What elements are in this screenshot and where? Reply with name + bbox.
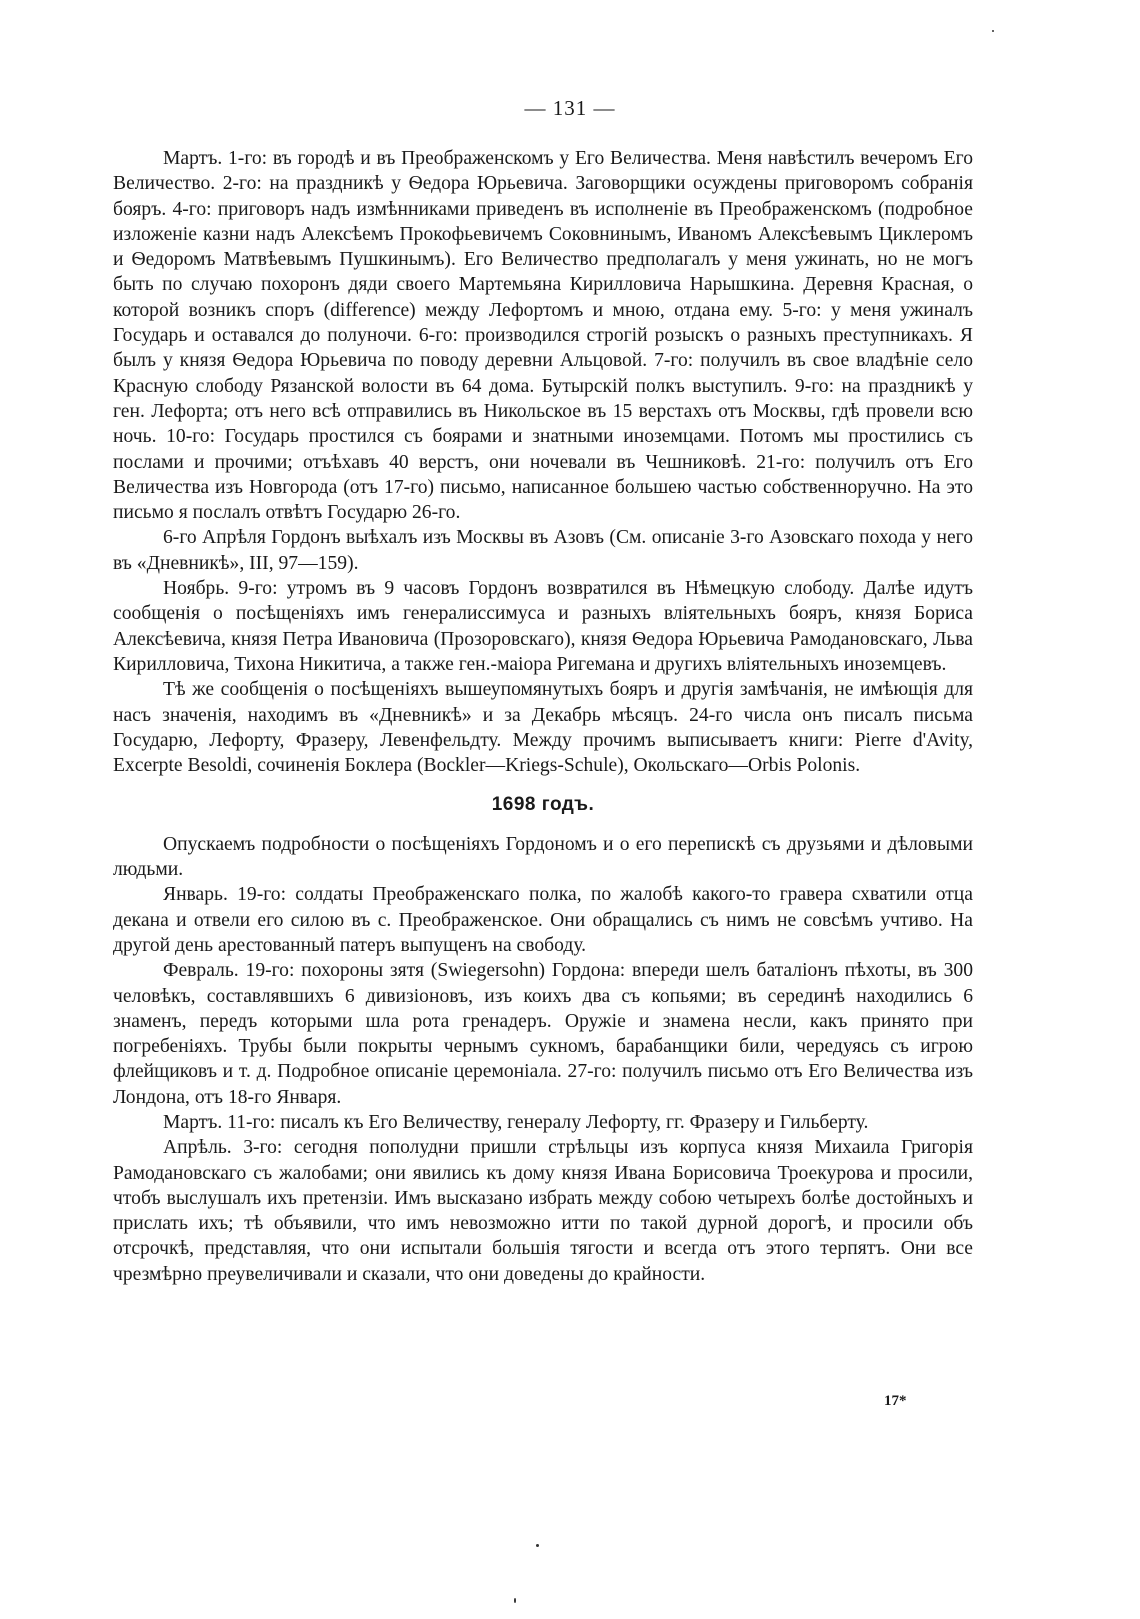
paragraph-intro-1698: Опускаемъ подробности о посѣщеніяхъ Гордономъ и о его перепискѣ съ друзьями и дѣловыми людьми.	[113, 833, 973, 881]
paragraph-march: Мартъ. 1-го: въ городѣ и въ Преображенскомъ у Его Величества. Меня навѣстилъ вечеромъ Его Величество. 2-го: на праздникѣ у Ѳедора Юрьевича. Заговорщики осуждены приговоромъ собранія бояръ. 4-го: приговоръ надъ измѣнниками приведенъ въ исполненіе въ Преображенскомъ (подробное изложеніе казни надъ Алексѣемъ Прокофьевичемъ Соковнинымъ, Иваномъ Алексѣевымъ Циклеромъ и Ѳедоромъ Матвѣевымъ Пушкинымъ). Его Величество предполагалъ у меня ужинать, но не могъ быть по случаю похоронъ дяди своего Мартемьяна Кирилловича Нарышкина. Деревня Красная, о которой возникъ споръ (difference) между Лефортомъ и мною, отдана ему. 5-го: у меня ужиналъ Государь и оставался до полуночи. 6-го: производился строгій розыскъ о разныхъ преступникахъ. Я былъ у князя Ѳедора Юрьевича по поводу деревни Альцовой. 7-го: получилъ въ свое владѣніе село Красную слободу Рязанской волости въ 64 дома. Бутырскій полкъ выступилъ. 9-го: на праздникѣ у ген. Лефорта; отъ него всѣ отправились въ Никольское въ 15 верстахъ отъ Москвы, гдѣ провели всю ночь. 10-го: Государь простился съ боярами и знатными иноземцами. Потомъ мы простились съ послами и прочими; отъѣхавъ 40 верстъ, они ночевали въ Чешниковѣ. 21-го: получилъ отъ Его Величества изъ Новгорода (отъ 17-го) письмо, написанное большею частью собственноручно. На это письмо я послалъ отвѣтъ Государю 26-го.	[113, 148, 973, 524]
scan-speck	[536, 1544, 539, 1547]
scan-speck	[514, 1598, 516, 1603]
paragraph-february: Февраль. 19-го: похороны зятя (Swiegersohn) Гордона: впереди шелъ баталіонъ пѣхоты, въ 300 человѣкъ, составлявшихъ 6 дивизіоновъ, изъ коихъ два съ копьями; въ серединѣ находились 6 знаменъ, передъ которыми шла рота гренадеръ. Оружіе и знамена несли, какъ принято при погребеніяхъ. Трубы были покрыты чернымъ сукномъ, барабанщики били, чередуясь съ игрою флейщиковъ и т. д. Подробное описаніе церемоніала. 27-го: получилъ письмо отъ Его Величества изъ Лондона, отъ 18-го Января.	[113, 960, 973, 1108]
paragraph-march-1698: Мартъ. 11-го: писалъ къ Его Величеству, генералу Лефорту, гг. Фразеру и Гильберту.	[163, 1111, 869, 1133]
paragraph-november: Ноябрь. 9-го: утромъ въ 9 часовъ Гордонъ возвратился въ Нѣмецкую слободу. Далѣе идутъ сообщенія о посѣщеніяхъ имъ генералиссимуса и разныхъ вліятельныхъ бояръ, князя Бориса Алексѣевича, князя Петра Ивановича (Прозоровскаго), князя Ѳедора Юрьевича Рамодановскаго, Льва Кирилловича, Тихона Никитича, а также ген.-маіора Ригемана и другихъ вліятельныхъ иноземцевъ.	[113, 578, 973, 675]
paragraph-january: Январь. 19-го: солдаты Преображенскаго полка, по жалобѣ какого-то гравера схватили отца декана и отвели его силою въ с. Преображенское. Они обращались съ нимъ не совсѣмъ учтиво. На другой день арестованный патеръ выпущенъ на свободу.	[113, 884, 973, 956]
printer-signature-mark: 17*	[884, 1393, 907, 1409]
page-number: — 131 —	[524, 96, 616, 120]
paragraph-april-1698: Апрѣль. 3-го: сегодня пополудни пришли стрѣльцы изъ корпуса князя Михаила Григорія Рамодановскаго съ жалобами; они явились къ дому князя Ивана Борисовича Троекурова и просили, чтобъ выслушалъ ихъ претензіи. Имъ высказано избрать между собою четырехъ болѣе достойныхъ и прислать ихъ; тѣ объявили, что имъ невозможно итти по такой дурной дорогѣ, и просили объ отсрочкѣ, представляя, что они испытали большія тягости и всегда отъ этого терпятъ. Они все чрезмѣрно преувеличивали и сказали, что они доведены до крайности.	[113, 1137, 973, 1285]
paragraph-april: 6-го Апрѣля Гордонъ выѣхалъ изъ Москвы въ Азовъ (См. описаніе 3-го Азовскаго похода у него въ «Дневникѣ», III, 97—159).	[113, 527, 973, 574]
paragraph-december: Тѣ же сообщенія о посѣщеніяхъ вышеупомянутыхъ бояръ и другія замѣчанія, не имѣющія для насъ значенія, находимъ въ «Дневникѣ» и за Декабрь мѣсяцъ. 24-го числа онъ писалъ письма Государю, Лефорту, Фразеру, Левенфельдту. Между прочимъ выписываетъ книги: Pierre d'Avity, Excerpte Besoldi, сочиненія Боклера (Bockler—Kriegs-Schule), Окольскаго—Orbis Polonis.	[113, 679, 973, 777]
section-heading-1698: 1698 годъ.	[491, 794, 595, 816]
scan-speck	[992, 30, 994, 32]
page-body	[113, 146, 973, 1287]
